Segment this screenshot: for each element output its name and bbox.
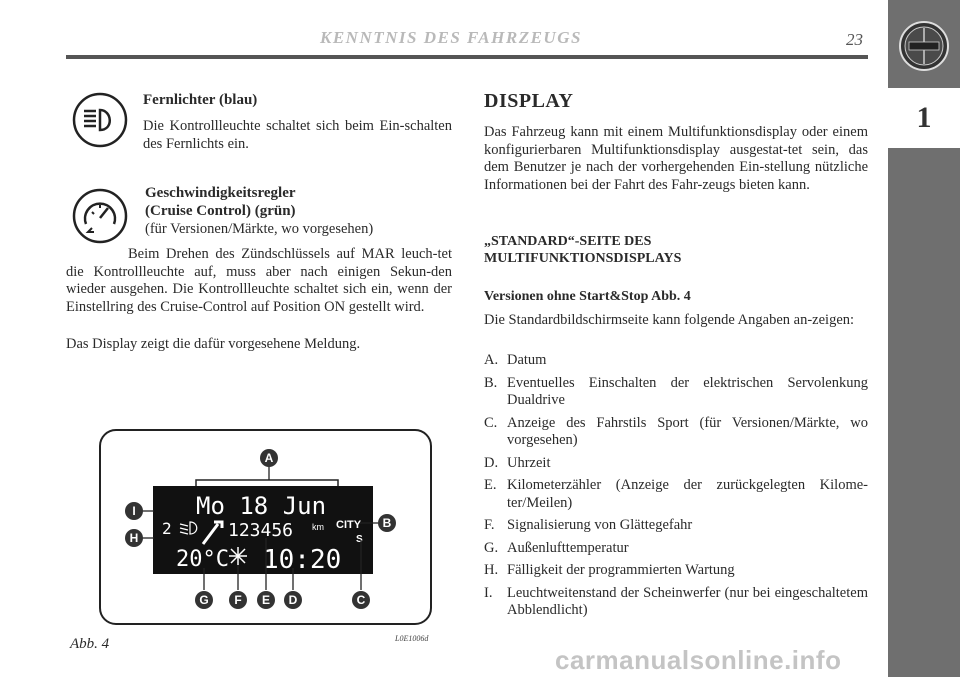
figure-caption: Abb. 4: [70, 636, 110, 652]
running-header-title: KENNTNIS DES FAHRZEUGS: [320, 28, 582, 47]
display-mode: CITY: [336, 519, 362, 531]
cruise-control-paragraph: Beim Drehen des Zündschlüssels auf MAR leuch-tet die Kontrollleuchte auf, muss aber nach einigen Sekun-den wieder ausgehen. Die Kontrollleuchte schaltet sich ein, wenn der Einstellring des Cruise-Control auf Position ON gestellt wird.: [66, 246, 452, 315]
display-date: Mo 18 Jun: [196, 492, 327, 520]
display-intro-paragraph: Das Fahrzeug kann mit einem Multifunktionsdisplay oder einem konfigurierbaren Multifunktionsdisplay ausgestat-tet sein, das dem Benutzer je nach der vorhergehenden Ein-stellung nützliche Informationen bei der Fahrt des Fahr-zeugs bieten kann.: [484, 124, 868, 193]
list-item: F. Signalisierung von Glättegefahr: [484, 517, 693, 533]
display-items-list: [484, 352, 868, 625]
display-time: 10:20: [263, 545, 342, 575]
list-item: C. Anzeige des Fahrstils Sport (für Versionen/Märkte, wo vorgesehen): [484, 414, 868, 448]
callout-a: A: [264, 451, 274, 465]
callout-c: C: [356, 593, 366, 607]
figure-code: L0E1006d: [395, 634, 429, 643]
multifunction-display-figure: [98, 428, 433, 626]
display-temperature: 20°C: [176, 547, 229, 572]
list-item: B. Eventuelles Einschalten der elektrischen Servolenkung Dualdrive: [484, 374, 868, 408]
list-item: A. Datum: [484, 352, 547, 368]
cruise-control-title-line2: (Cruise Control) (grün): [145, 203, 296, 219]
ice-warning-icon: [229, 547, 247, 565]
subhead-standard-line2: MULTIFUNKTIONSDISPLAYS: [484, 251, 682, 266]
list-item: E. Kilometerzähler (Anzeige der zurückgelegten Kilome-ter/Meilen): [484, 477, 868, 511]
cruise-control-warning-icon: [72, 188, 128, 244]
callout-i: I: [132, 504, 136, 518]
high-beam-warning-icon: [72, 92, 128, 148]
display-odometer: 123456: [228, 520, 294, 541]
list-item: H. Fälligkeit der programmierten Wartung: [484, 562, 735, 578]
callout-h: H: [129, 531, 139, 545]
chapter-number-tab: 1: [888, 88, 960, 148]
callout-b: B: [382, 516, 392, 530]
list-lead: Die Standardbildschirmseite kann folgende Angaben an-zeigen:: [484, 312, 855, 328]
list-item: G. Außenlufttemperatur: [484, 539, 629, 556]
header-rule: [66, 55, 868, 59]
high-beam-text: Die Kontrollleuchte schaltet sich beim Ein-schalten des Fernlichts ein.: [143, 118, 452, 152]
chapter-sidebar: [888, 0, 960, 677]
cruise-control-availability: (für Versionen/Märkte, wo vorgesehen): [145, 221, 374, 237]
callout-f: F: [234, 593, 242, 607]
callout-d: D: [288, 593, 298, 607]
lancia-logo-icon: [898, 20, 950, 72]
list-item: I. Leuchtweitenstand der Scheinwerfer (nur bei eingeschaltetem Abblendlicht): [484, 584, 868, 618]
subhead-versions: Versionen ohne Start&Stop Abb. 4: [484, 289, 691, 304]
display-sport: S: [356, 534, 363, 545]
list-item: D. Uhrzeit: [484, 454, 551, 471]
cruise-control-display-note: Das Display zeigt die dafür vorgesehene Meldung.: [66, 336, 361, 352]
page-number: 23: [846, 30, 863, 49]
watermark: carmanualsonline.info: [555, 645, 842, 675]
callout-g: G: [199, 593, 209, 607]
display-level: 2: [162, 519, 172, 538]
high-beam-title: Fernlichter (blau): [143, 92, 258, 108]
section-title: DISPLAY: [484, 90, 574, 112]
cruise-control-title-line1: Geschwindigkeitsregler: [145, 185, 296, 201]
subhead-standard-line1: „STANDARD“-SEITE DES: [484, 234, 652, 249]
callout-e: E: [261, 593, 271, 607]
display-unit: km: [312, 522, 324, 532]
